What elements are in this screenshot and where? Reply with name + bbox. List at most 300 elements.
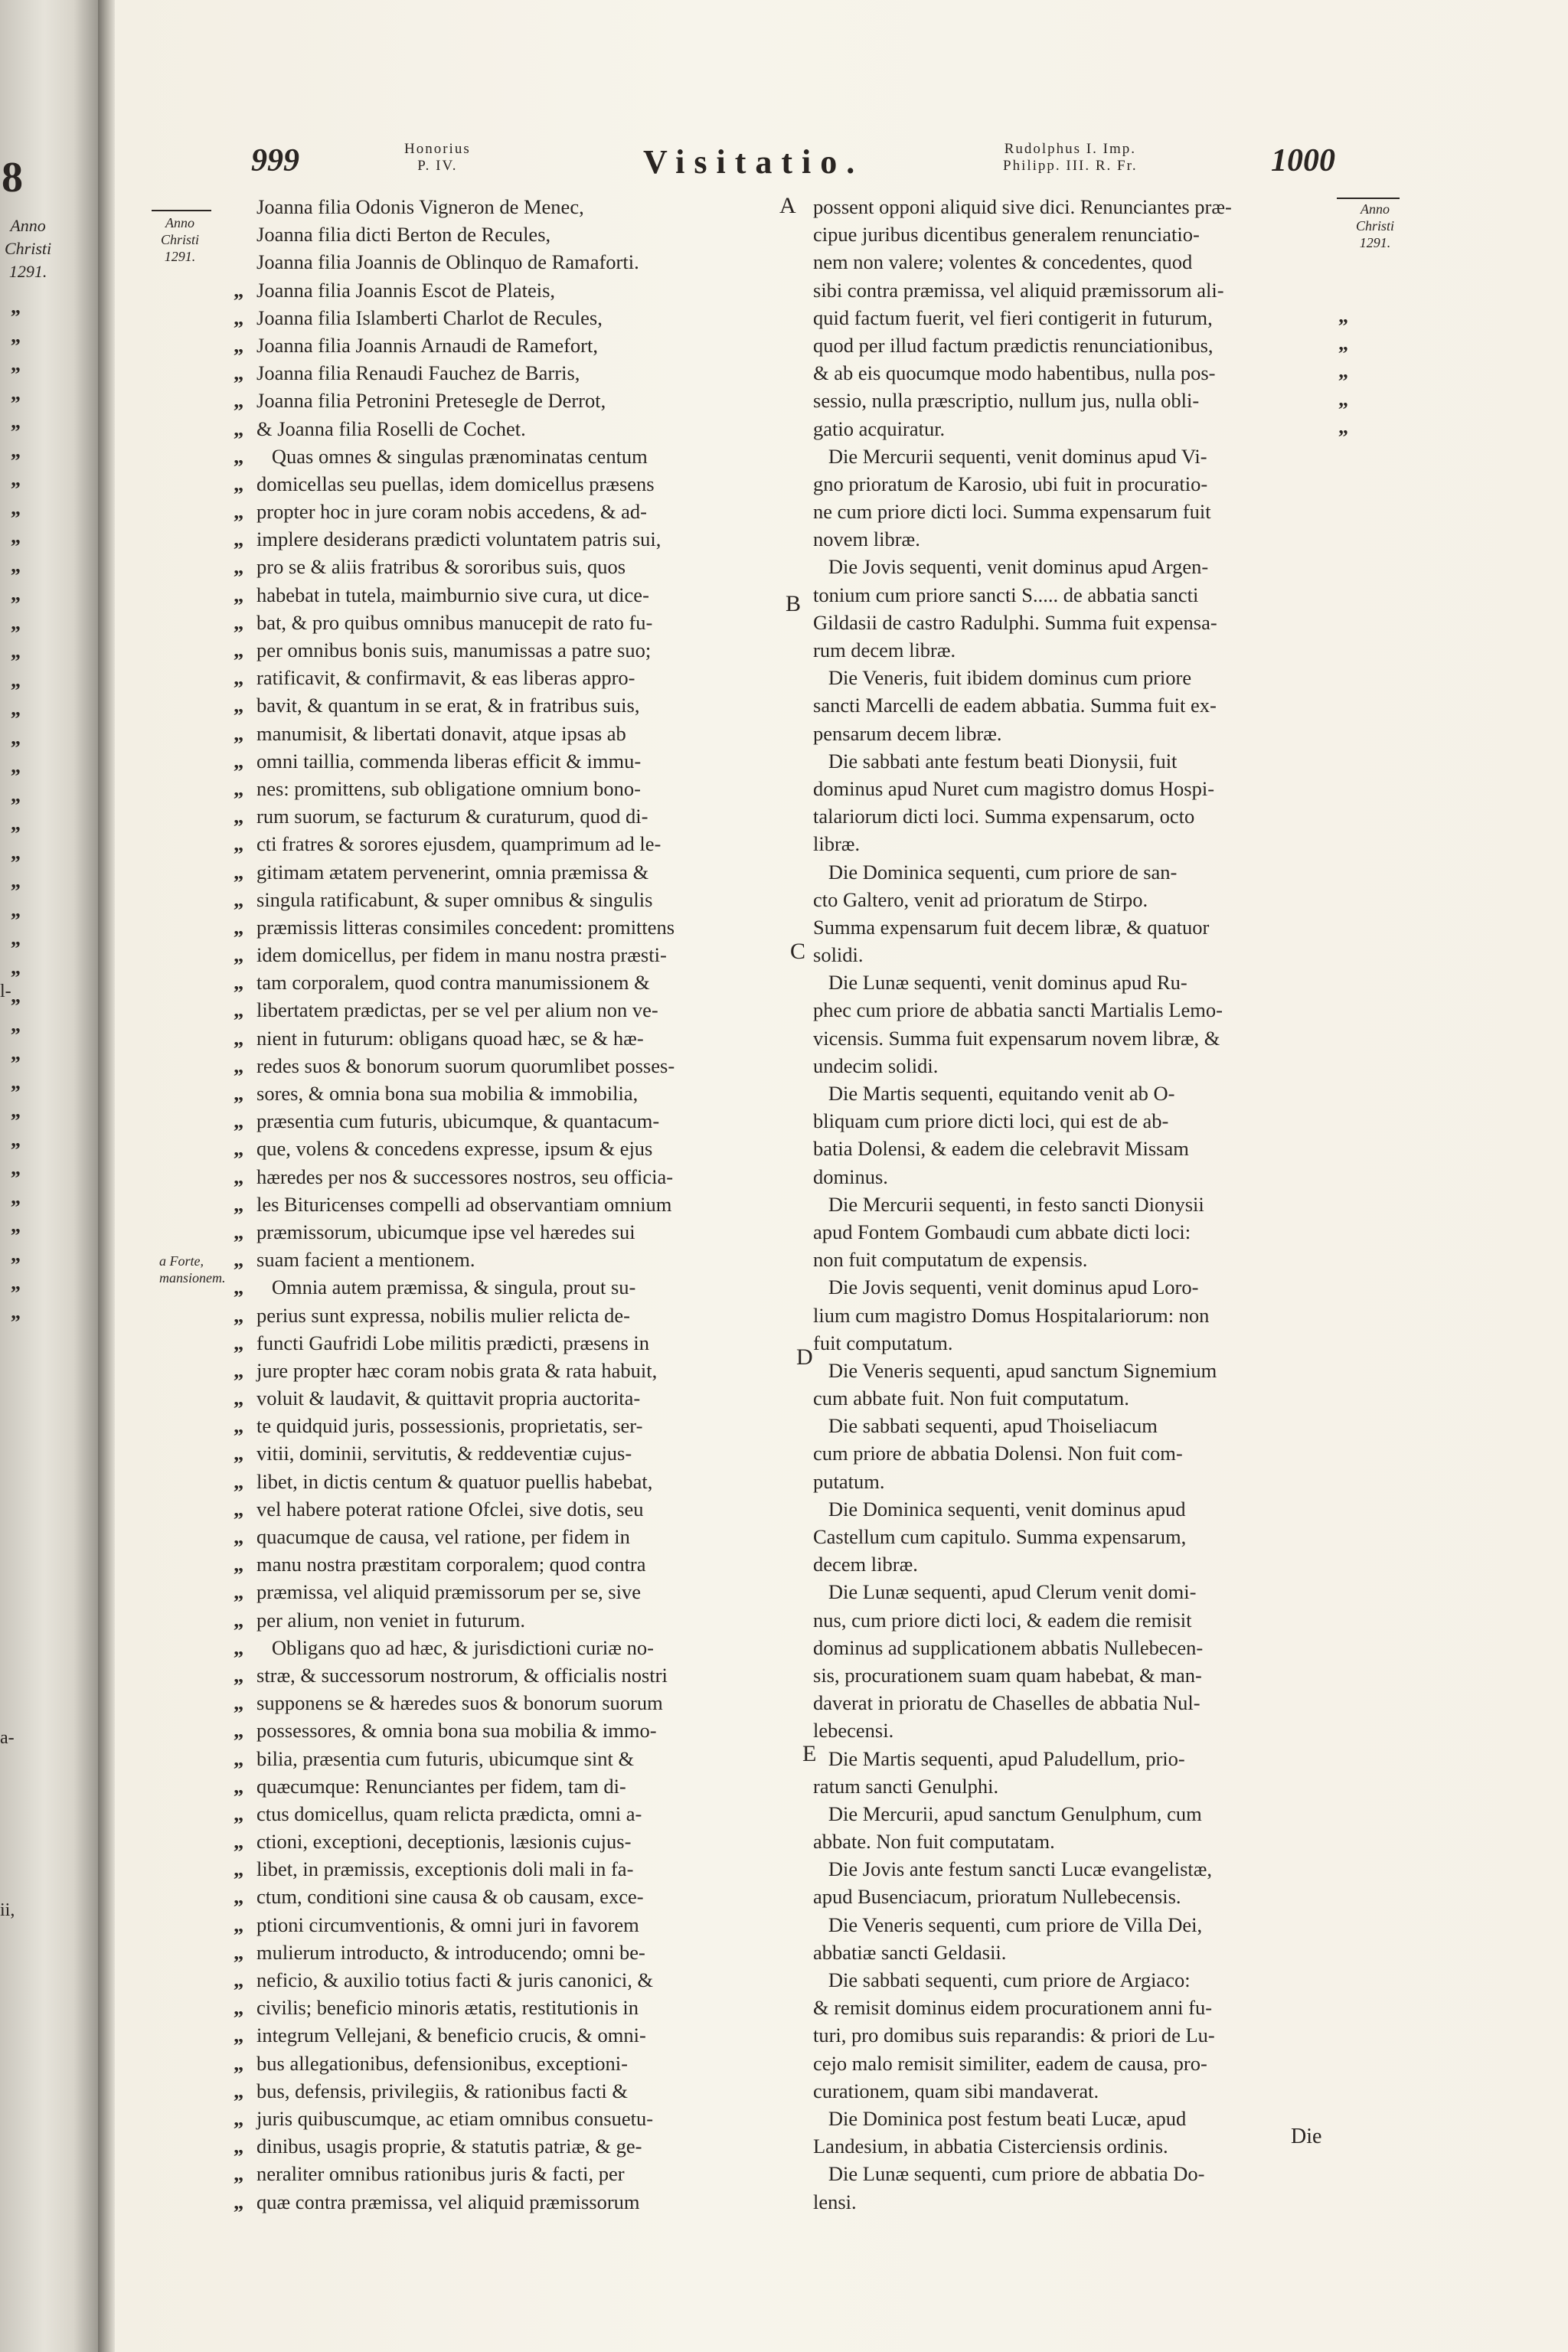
quote-mark: „ xyxy=(234,1885,244,1909)
quote-mark: „ xyxy=(11,525,21,547)
text-line xyxy=(234,609,903,636)
text-line: Die Jovis sequenti, venit dominus apud Loro- xyxy=(813,1276,1199,1299)
quote-mark: „ xyxy=(11,496,21,519)
line-text: & Joanna filia Roselli de Cochet. xyxy=(256,416,526,440)
line-text: jure propter hæc coram nobis grata & rata habuit, xyxy=(256,1358,658,1382)
line-text: gitimam ætatem pervenerint, omnia præmissa & xyxy=(256,860,649,884)
line-text: quacumque de causa, vel ratione, per fidem in xyxy=(256,1525,630,1548)
text-line xyxy=(234,1994,903,2021)
text-line xyxy=(234,220,903,248)
text-line xyxy=(234,1883,903,1910)
text-line: bliquam cum priore dicti loci, qui est de ab- xyxy=(813,1109,1169,1133)
text-line: sibi contra præmissa, vel aliquid præmissorum ali- xyxy=(813,278,1224,302)
header-pope: Honorius P. IV. xyxy=(404,141,471,174)
text-line xyxy=(234,830,903,858)
quote-mark: „ xyxy=(234,1940,244,1964)
quote-mark: „ xyxy=(234,887,244,911)
book-page xyxy=(115,0,1568,2352)
section-marker-d: D xyxy=(796,1344,813,1370)
text-line xyxy=(234,1772,903,1800)
quote-mark: „ xyxy=(234,555,244,579)
line-text: les Bituricenses compelli ad observantiam omnium xyxy=(256,1192,672,1216)
text-line xyxy=(234,553,903,580)
quote-mark: „ xyxy=(234,361,244,385)
line-text: ctus domicellus, quam relicta prædicta, omni a- xyxy=(256,1802,642,1825)
header-title: Visitatio. xyxy=(643,143,864,181)
quote-mark: „ xyxy=(234,1220,244,1243)
text-line: Die sabbati sequenti, apud Thoiseliacum xyxy=(813,1414,1158,1438)
quote-mark: „ xyxy=(11,726,21,749)
quote-mark: „ xyxy=(11,1099,21,1122)
line-text: rum suorum, se facturum & curaturum, quod di- xyxy=(256,805,648,828)
quote-mark: „ xyxy=(11,841,21,864)
line-text: Joanna filia Joannis Arnaudi de Ramefort, xyxy=(256,333,598,357)
text-line xyxy=(234,193,903,220)
section-marker-b: B xyxy=(786,591,802,616)
quote-mark: „ xyxy=(234,1802,244,1825)
text-line: quod per illud factum prædictis renunciationibus, xyxy=(813,333,1214,357)
line-text: perius sunt expressa, nobilis mulier relicta de- xyxy=(256,1303,630,1327)
line-text: stræ, & successorum nostrorum, & officialis nostri xyxy=(256,1663,668,1687)
quote-mark: „ xyxy=(11,296,21,318)
quote-mark xyxy=(234,220,256,248)
line-text: nes: promittens, sub obligatione omnium bono- xyxy=(256,776,641,800)
text-line: lensi. xyxy=(813,2190,857,2213)
quote-mark: „ xyxy=(234,1608,244,1632)
text-line: gno prioratum de Karosio, ubi fuit in procuratio- xyxy=(813,472,1208,495)
line-text: præmissorum, ubicumque ipse vel hæredes sui xyxy=(256,1220,635,1243)
line-text: libet, in dictis centum & quatuor puellis habebat, xyxy=(256,1469,653,1493)
quote-mark: „ xyxy=(234,915,244,939)
text-line: sessio, nulla præscriptio, nullum jus, nulla obli- xyxy=(813,389,1200,413)
text-line xyxy=(234,581,903,609)
quote-mark: „ xyxy=(11,640,21,662)
text-line: fuit computatum. xyxy=(813,1331,953,1354)
text-line: Die Veneris sequenti, cum priore de Villa Dei, xyxy=(813,1913,1203,1936)
text-line: dominus apud Nuret cum magistro domus Hospi- xyxy=(813,776,1215,800)
quote-mark: „ xyxy=(234,444,244,468)
quote-mark: „ xyxy=(234,278,244,302)
line-text: manumisit, & libertati donavit, atque ipsas ab xyxy=(256,721,626,745)
quote-mark: „ xyxy=(1338,332,1348,355)
text-line xyxy=(234,996,903,1024)
quote-mark: „ xyxy=(11,755,21,777)
text-line: abbatiæ sancti Geldasii. xyxy=(813,1940,1007,1964)
line-text: bavit, & quantum in se erat, & in fratribus suis, xyxy=(256,694,640,717)
text-line: Die Mercurii, apud sanctum Genulphum, cum xyxy=(813,1802,1202,1825)
text-line: cto Galtero, venit ad prioratum de Stirpo. xyxy=(813,887,1148,911)
line-text: præmissis litteras consimiles concedent: promittens xyxy=(256,915,675,939)
text-line xyxy=(234,1468,903,1495)
text-line: nus, cum priore dicti loci, & eadem die remisit xyxy=(813,1608,1192,1632)
text-line xyxy=(234,2077,903,2105)
line-text: mulierum introducto, & introducendo; omni be- xyxy=(256,1940,645,1964)
text-line: Die Mercurii sequenti, venit dominus apud Vi- xyxy=(813,444,1207,468)
line-text: possessores, & omnia bona sua mobilia & immo- xyxy=(256,1719,657,1743)
line-text: nient in futurum: obligans quoad hæc, se & hæ- xyxy=(256,1026,644,1050)
quote-mark: „ xyxy=(234,1109,244,1133)
text-line xyxy=(234,747,903,775)
section-marker-e: E xyxy=(802,1741,817,1766)
text-line xyxy=(234,1523,903,1550)
text-line: daverat in prioratu de Chaselles de abbatia Nul- xyxy=(813,1691,1200,1715)
text-line xyxy=(234,248,903,276)
text-line xyxy=(234,415,903,443)
line-text: Obligans quo ad hæc, & jurisdictioni curiæ no- xyxy=(256,1635,654,1659)
quote-mark: „ xyxy=(234,583,244,606)
text-line: ne cum priore dicti loci. Summa expensarum fuit xyxy=(813,500,1211,524)
quote-mark: „ xyxy=(11,353,21,375)
section-marker-a: A xyxy=(779,193,796,218)
text-line: nem non valere; volentes & concedentes, quod xyxy=(813,250,1193,274)
text-line: novem libræ. xyxy=(813,528,920,551)
previous-page-quote-marks xyxy=(11,292,21,1326)
text-line: ratum sancti Genulphi. xyxy=(813,1774,999,1798)
quote-mark: „ xyxy=(234,694,244,717)
text-line: Die Dominica sequenti, venit dominus apud xyxy=(813,1497,1186,1521)
right-text-column xyxy=(813,193,1487,2216)
header-emperor-king: Rudolphus I. Imp. Philipp. III. R. Fr. xyxy=(1003,141,1138,174)
text-line xyxy=(234,1606,903,1634)
text-line: batia Dolensi, & eadem die celebravit Missam xyxy=(813,1137,1189,1161)
quote-mark: „ xyxy=(234,500,244,524)
quote-mark: „ xyxy=(11,697,21,720)
text-line: Landesium, in abbatia Cisterciensis ordinis. xyxy=(813,2135,1168,2158)
text-line: Castellum cum capitulo. Summa expensarum, xyxy=(813,1525,1187,1548)
line-text: libet, in præmissis, exceptionis doli mali in fa- xyxy=(256,1857,634,1881)
previous-page-number: 8 xyxy=(2,154,23,201)
line-text: bat, & pro quibus omnibus manucepit de rato fu- xyxy=(256,610,653,634)
line-text: integrum Vellejani, & beneficio crucis, & omni- xyxy=(256,2024,646,2047)
text-line: Die sabbati ante festum beati Dionysii, fuit xyxy=(813,749,1178,773)
text-line xyxy=(234,1024,903,1052)
text-line xyxy=(234,1717,903,1744)
right-anno-note: Anno Christi 1291. xyxy=(1355,201,1395,250)
line-text: pro se & aliis fratribus & sororibus suis, quos xyxy=(256,555,626,579)
quote-mark: „ xyxy=(234,1248,244,1272)
line-text: Joanna filia Islamberti Charlot de Recules, xyxy=(256,305,603,329)
text-line xyxy=(234,802,903,830)
text-line: rum decem libræ. xyxy=(813,639,956,662)
line-text: vel habere poterat ratione Ofclei, sive dotis, seu xyxy=(256,1497,644,1521)
text-line xyxy=(234,858,903,886)
text-line xyxy=(234,1855,903,1883)
line-text: que, volens & concedens expresse, ipsum & ejus xyxy=(256,1137,653,1161)
text-line: cejo malo remisit similiter, eadem de causa, pro- xyxy=(813,2051,1207,2075)
text-line xyxy=(234,1384,903,1412)
quote-mark: „ xyxy=(11,410,21,433)
text-line: tonium cum priore sancti S..... de abbatia sancti xyxy=(813,583,1199,606)
line-text: præsentia cum futuris, ubicumque, & quantacum- xyxy=(256,1109,660,1133)
previous-page-anno-note: Anno Christi 1291. xyxy=(5,216,52,281)
text-line xyxy=(234,2160,903,2187)
left-text-column xyxy=(234,193,903,2216)
text-line xyxy=(234,1080,903,1107)
text-line xyxy=(234,1218,903,1246)
text-line: abbate. Non fuit computatam. xyxy=(813,1830,1055,1854)
line-text: Omnia autem præmissa, & singula, prout su- xyxy=(256,1276,636,1299)
text-line xyxy=(234,387,903,414)
right-page-number: 1000 xyxy=(1271,143,1335,178)
quote-mark: „ xyxy=(234,1276,244,1299)
quote-mark: „ xyxy=(234,1774,244,1798)
quote-mark: „ xyxy=(234,1691,244,1715)
quote-mark: „ xyxy=(234,1165,244,1188)
line-text: tam corporalem, quod contra manumissionem & xyxy=(256,971,650,995)
line-text: dinibus, usagis proprie, & statutis patriæ, & ge- xyxy=(256,2135,642,2158)
quote-mark: „ xyxy=(11,1070,21,1093)
line-text: Joanna filia Joannis de Oblinquo de Ramaforti. xyxy=(256,250,639,274)
text-line: & remisit dominus eidem procurationem anni fu- xyxy=(813,1996,1213,2020)
text-line: Die Lunæ sequenti, apud Clerum venit domi- xyxy=(813,1580,1197,1604)
quote-mark: „ xyxy=(234,1580,244,1604)
text-line: dominus ad supplicationem abbatis Nullebecen- xyxy=(813,1635,1204,1659)
quote-mark: „ xyxy=(234,305,244,329)
line-text: quæcumque: Renunciantes per fidem, tam di- xyxy=(256,1774,626,1798)
text-line xyxy=(234,664,903,691)
line-text: Joanna filia Petronini Pretesegle de Derrot, xyxy=(256,389,606,413)
quote-mark: „ xyxy=(234,1553,244,1576)
text-line: Die Dominica post festum beati Lucæ, apud xyxy=(813,2106,1187,2130)
line-text: implere desiderans prædicti voluntatem patris sui, xyxy=(256,528,662,551)
line-text: hæredes per nos & successores nostros, seu officia- xyxy=(256,1165,674,1188)
quote-mark: „ xyxy=(234,1497,244,1521)
text-line: apud Fontem Gombaudi cum abbate dicti loci: xyxy=(813,1220,1191,1243)
text-line xyxy=(234,2021,903,2049)
quote-mark: „ xyxy=(234,805,244,828)
quote-mark: „ xyxy=(234,1387,244,1410)
quote-mark: „ xyxy=(234,943,244,967)
text-line xyxy=(234,1800,903,1828)
line-text: supponens se & hæredes suos & bonorum suorum xyxy=(256,1691,663,1715)
line-text: propter hoc in jure coram nobis accedens, & ad- xyxy=(256,500,647,524)
text-line: Die Veneris, fuit ibidem dominus cum priore xyxy=(813,666,1192,690)
text-line xyxy=(234,1689,903,1717)
line-text: vitii, dominii, servitutis, & reddeventiæ cujus- xyxy=(256,1442,632,1465)
quote-mark: „ xyxy=(11,1185,21,1208)
quote-mark: „ xyxy=(234,1331,244,1354)
quote-mark: „ xyxy=(11,1272,21,1294)
text-line: Die Dominica sequenti, cum priore de san- xyxy=(813,860,1178,884)
quote-mark: „ xyxy=(11,927,21,949)
line-text: domicellas seu puellas, idem domicellus præsens xyxy=(256,472,655,495)
quote-mark: „ xyxy=(234,1303,244,1327)
text-line xyxy=(234,1828,903,1855)
text-line: phec cum priore de abbatia sancti Martialis Lemo- xyxy=(813,998,1223,1022)
text-line xyxy=(234,1302,903,1329)
line-text: quæ contra præmissa, vel aliquid præmissorum xyxy=(256,2190,640,2213)
quote-mark: „ xyxy=(11,668,21,691)
text-line xyxy=(234,1052,903,1080)
text-line xyxy=(234,1329,903,1357)
line-text: bilia, præsentia cum futuris, ubicumque sint & xyxy=(256,1746,635,1770)
quote-mark: „ xyxy=(234,1414,244,1438)
quote-mark: „ xyxy=(234,998,244,1022)
line-text: idem domicellus, per fidem in manu nostra præsti- xyxy=(256,943,667,967)
quote-mark: „ xyxy=(1338,387,1348,410)
left-anno-note: Anno Christi 1291. xyxy=(160,215,200,264)
quote-mark: „ xyxy=(11,439,21,462)
text-line: Die Lunæ sequenti, venit dominus apud Ru- xyxy=(813,971,1187,995)
previous-page-fragment: a- xyxy=(0,1728,15,1748)
text-line xyxy=(234,443,903,470)
quote-mark: „ xyxy=(234,1635,244,1659)
left-anno-rule xyxy=(152,210,211,211)
text-line: cipue juribus dicentibus generalem renunciatio- xyxy=(813,223,1200,247)
quote-mark: „ xyxy=(234,2024,244,2047)
text-line xyxy=(234,1966,903,1994)
text-line xyxy=(234,1273,903,1301)
quote-mark xyxy=(234,193,256,220)
text-line: Die sabbati sequenti, cum priore de Argiaco: xyxy=(813,1968,1191,1991)
text-line: solidi. xyxy=(813,943,864,967)
quote-mark: „ xyxy=(1338,305,1348,327)
quote-mark: „ xyxy=(234,528,244,551)
text-line: Die Veneris sequenti, apud sanctum Signemium xyxy=(813,1358,1217,1382)
text-line: Gildasii de castro Radulphi. Summa fuit expensa- xyxy=(813,610,1217,634)
line-text: functi Gaufridi Lobe militis prædicti, præsens in xyxy=(256,1331,649,1354)
previous-page-edge xyxy=(0,0,98,2352)
text-line xyxy=(234,969,903,996)
text-line xyxy=(234,1163,903,1191)
section-marker-c: C xyxy=(790,939,806,964)
text-line xyxy=(234,276,903,304)
line-text: singula ratificabunt, & super omnibus & singulis xyxy=(256,887,653,911)
quote-mark: „ xyxy=(11,381,21,404)
text-line xyxy=(234,2188,903,2216)
text-line xyxy=(234,1661,903,1689)
quote-mark: „ xyxy=(234,1192,244,1216)
quote-mark: „ xyxy=(11,1157,21,1179)
quote-mark: „ xyxy=(234,1082,244,1105)
quote-mark: „ xyxy=(234,776,244,800)
quote-mark: „ xyxy=(234,666,244,690)
quote-mark: „ xyxy=(11,468,21,490)
quote-mark: „ xyxy=(11,1300,21,1323)
text-line: lebecensi. xyxy=(813,1719,894,1743)
quote-mark: „ xyxy=(234,2190,244,2213)
line-text: civilis; beneficio minoris ætatis, restitutionis in xyxy=(256,1996,639,2020)
quote-mark: „ xyxy=(11,611,21,634)
quote-mark: „ xyxy=(11,1214,21,1236)
text-line xyxy=(234,1357,903,1384)
text-line xyxy=(234,1745,903,1772)
quote-mark: „ xyxy=(11,1042,21,1064)
quote-mark: „ xyxy=(234,1442,244,1465)
line-text: voluit & laudavit, & quittavit propria auctorita- xyxy=(256,1387,641,1410)
quote-mark: „ xyxy=(11,583,21,605)
quote-mark: „ xyxy=(234,2162,244,2186)
quote-mark: „ xyxy=(234,2051,244,2075)
text-line: non fuit computatum de expensis. xyxy=(813,1248,1088,1272)
text-line: Die Lunæ sequenti, cum priore de abbatia Do- xyxy=(813,2162,1205,2186)
quote-mark: „ xyxy=(11,985,21,1007)
text-line xyxy=(234,1107,903,1135)
previous-page-fragment: ii, xyxy=(0,1900,15,1920)
text-line: apud Busenciacum, prioratum Nullebecensis. xyxy=(813,1885,1181,1909)
line-text: Joanna filia dicti Berton de Recules, xyxy=(256,223,551,247)
text-line: gatio acquiratur. xyxy=(813,416,946,440)
quote-mark: „ xyxy=(234,749,244,773)
line-text: ctum, conditioni sine causa & ob causam, exce- xyxy=(256,1885,644,1909)
quote-mark: „ xyxy=(234,1719,244,1743)
text-line: & ab eis quocumque modo habentibus, nulla pos- xyxy=(813,361,1216,385)
quote-mark: „ xyxy=(11,783,21,806)
quote-mark: „ xyxy=(234,2135,244,2158)
line-text: neraliter omnibus rationibus juris & facti, per xyxy=(256,2162,625,2186)
text-line xyxy=(234,1246,903,1273)
footnote-margin-note: a Forte, mansionem. xyxy=(159,1253,226,1285)
quote-mark: „ xyxy=(11,870,21,892)
text-line xyxy=(234,470,903,498)
quote-mark: „ xyxy=(234,1830,244,1854)
text-line xyxy=(234,1439,903,1467)
line-text: suam facient a mentionem. xyxy=(256,1248,475,1272)
left-page-number: 999 xyxy=(251,143,299,178)
running-header xyxy=(115,138,1568,199)
text-line xyxy=(234,636,903,664)
quote-mark: „ xyxy=(234,2106,244,2130)
text-line xyxy=(234,1191,903,1218)
quote-mark: „ xyxy=(234,1026,244,1050)
text-line xyxy=(234,1634,903,1661)
text-line: Die Martis sequenti, apud Paludellum, prio- xyxy=(813,1746,1185,1770)
quote-mark: „ xyxy=(234,860,244,884)
quote-mark: „ xyxy=(234,1358,244,1382)
quote-mark: „ xyxy=(234,1469,244,1493)
quote-mark: „ xyxy=(1338,415,1348,438)
text-line xyxy=(234,691,903,719)
line-text: præmissa, vel aliquid præmissorum per se, sive xyxy=(256,1580,641,1604)
right-quote-marks xyxy=(1338,302,1348,441)
quote-mark: „ xyxy=(234,639,244,662)
quote-mark: „ xyxy=(11,1013,21,1036)
quote-mark: „ xyxy=(234,1137,244,1161)
text-line: quid factum fuerit, vel fieri contigerit in futurum, xyxy=(813,305,1213,329)
quote-mark: „ xyxy=(234,1525,244,1548)
quote-mark: „ xyxy=(234,416,244,440)
text-line: Die Martis sequenti, equitando venit ab O- xyxy=(813,1082,1175,1105)
quote-mark: „ xyxy=(11,554,21,577)
line-text: manu nostra præstitam corporalem; quod contra xyxy=(256,1553,646,1576)
quote-mark: „ xyxy=(234,832,244,856)
text-line xyxy=(234,720,903,747)
text-line: Die Jovis ante festum sancti Lucæ evangelistæ, xyxy=(813,1857,1213,1881)
text-line xyxy=(234,2132,903,2160)
text-line: vicensis. Summa fuit expensarum novem libræ, & xyxy=(813,1026,1220,1050)
text-line xyxy=(234,332,903,359)
text-line: Summa expensarum fuit decem libræ, & quatuor xyxy=(813,915,1210,939)
quote-mark: „ xyxy=(11,1128,21,1151)
quote-mark: „ xyxy=(11,898,21,921)
text-line xyxy=(234,1495,903,1523)
text-line xyxy=(234,1550,903,1578)
line-text: per omnibus bonis suis, manumissas a patre suo; xyxy=(256,639,652,662)
quote-mark: „ xyxy=(234,2079,244,2102)
line-text: neficio, & auxilio totius facti & juris canonici, & xyxy=(256,1968,654,1991)
quote-mark: „ xyxy=(234,610,244,634)
quote-mark: „ xyxy=(234,1054,244,1077)
text-line: lium cum magistro Domus Hospitalariorum: non xyxy=(813,1303,1210,1327)
text-line xyxy=(234,886,903,913)
text-line: putatum. xyxy=(813,1469,885,1493)
quote-mark: „ xyxy=(11,812,21,835)
catchword: Die xyxy=(1291,2125,1322,2148)
line-text: Joanna filia Joannis Escot de Plateis, xyxy=(256,278,556,302)
text-line: possent opponi aliquid sive dici. Renunciantes præ- xyxy=(813,195,1232,218)
book-gutter-fold xyxy=(98,0,115,2352)
quote-mark: „ xyxy=(234,1857,244,1881)
